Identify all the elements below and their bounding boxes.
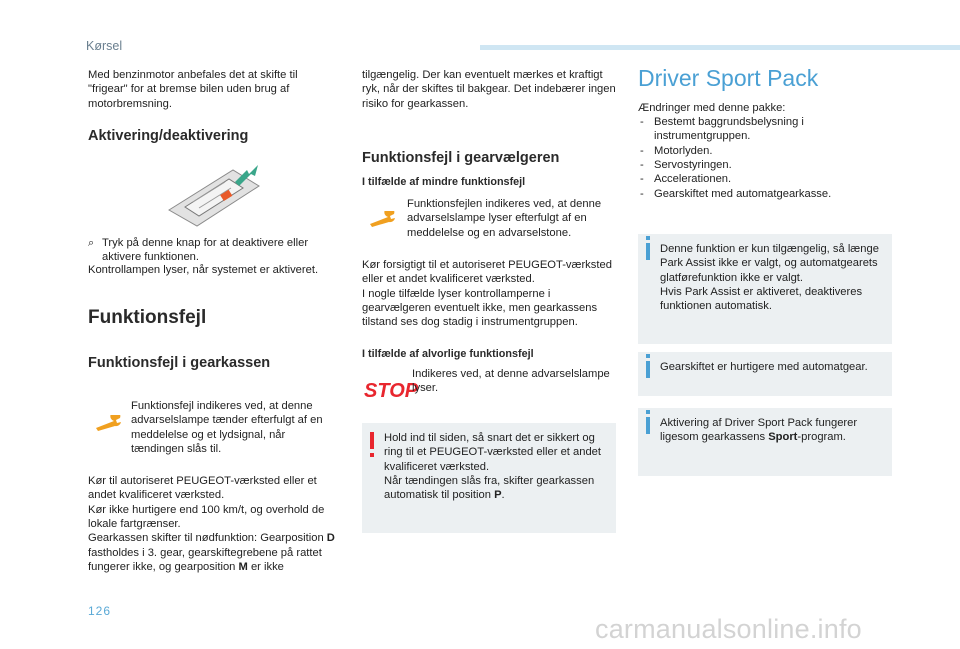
gear-position-d: D	[326, 532, 335, 545]
exclamation-icon	[370, 432, 374, 449]
driver-sport-pack-title: Driver Sport Pack	[638, 65, 819, 91]
wrench-warning-icon	[368, 211, 398, 227]
list-item: - Bestemt baggrundsbelysning i instrumentgruppen.	[638, 115, 868, 144]
minor-indication: Funktionsfejlen indikeres ved, at denne advarselslampe lyser efterfulgt af en meddelelse og en advarselstone.	[407, 198, 602, 239]
changes-intro: Ændringer med denne pakke:	[638, 102, 786, 114]
header-bar	[480, 45, 960, 50]
section-title: Kørsel	[86, 39, 123, 53]
info-box-3-text-a: Aktivering af Driver Sport Pack fungerer ligesom gearkassens	[660, 417, 858, 444]
changes-list	[638, 115, 868, 201]
warning-box-text-2a: Når tændingen slås fra, skifter gearkassen automatisk til position	[384, 474, 595, 502]
selector-heading: Funktionsfejl i gearvælgeren	[362, 150, 560, 166]
gearbox-indication: Funktionsfejl indikeres ved, at denne advarselslampe tænder efterfulgt af en meddelelse og et lydsignal, når tændingen slås til.	[131, 400, 323, 455]
list-item: - Motorlyden.	[638, 144, 868, 158]
warning-box	[362, 423, 616, 533]
gearbox-text-3b: fastholdes i 3. gear, gearskiftegrebene på rattet fungerer ikke, og gearposition	[88, 546, 322, 573]
info-icon	[646, 417, 650, 434]
info-box-park-assist	[638, 234, 892, 344]
gearbox-text-1: Kør til autoriseret PEUGEOT-værksted eller et andet kvalificeret værksted.	[88, 475, 317, 502]
info-box-gearshift	[638, 352, 892, 396]
activation-heading: Aktivering/deaktivering	[88, 128, 249, 144]
button-instruction	[88, 236, 338, 265]
gearbox-text-3a: Gearkassen skifter til nødfunktion: Gearposition	[88, 532, 324, 545]
malfunction-heading: Funktionsfejl	[88, 307, 207, 328]
gear-position-m: M	[238, 560, 248, 573]
minor-heading: I tilfælde af mindre funktionsfejl	[362, 176, 526, 188]
info-box-sport-program	[638, 408, 892, 476]
wrench-warning-icon	[94, 415, 124, 431]
button-instruction-text: Tryk på denne knap for at deaktivere eller aktivere funktionen.	[102, 237, 309, 264]
button-note: Kontrollampen lyser, når systemet er aktiveret.	[88, 264, 319, 276]
arrow-bullet-icon: ⌕	[88, 237, 95, 249]
intro-paragraph: Med benzinmotor anbefales det at skifte til "frigear" for at bremse bilen uden brug af motorbremsning.	[88, 69, 298, 110]
sport-program-label: Sport	[768, 431, 798, 444]
minor-text-1: Kør forsigtigt til et autoriseret PEUGEOT-værksted eller et andet kvalificeret værksted.	[362, 259, 612, 286]
gear-position-p: P	[494, 489, 502, 502]
info-box-3-text-b: -program.	[797, 431, 846, 444]
list-item: - Gearskiftet med automatgearkasse.	[638, 187, 868, 201]
info-icon	[646, 361, 650, 378]
gearbox-text-3c: er ikke	[250, 560, 284, 573]
page-number: 126	[88, 604, 112, 618]
info-box-2-text: Gearskiftet er hurtigere med automatgear.	[660, 361, 868, 373]
sport-button-illustration	[163, 160, 263, 230]
watermark: carmanualsonline.info	[595, 614, 862, 644]
warning-box-text-1: Hold ind til siden, så snart det er sikkert og ring til et PEUGEOT-værksted eller et andet kvalificeret værksted.	[384, 432, 601, 473]
info-box-1-text-b: Hvis Park Assist er aktiveret, deaktiveres funktionen automatisk.	[660, 285, 863, 313]
stop-warning-icon: STOP	[364, 380, 419, 402]
serious-indication: Indikeres ved, at denne advarselslampe lyser.	[412, 368, 610, 395]
info-box-1-text-a: Denne funktion er kun tilgængelig, så længe Park Assist ikke er valgt, og automatgearets glatførefunktion ikke er valgt.	[660, 243, 879, 284]
gearbox-text-2: Kør ikke hurtigere end 100 km/t, og overhold de lokale fartgrænser.	[88, 503, 325, 530]
gearbox-text	[88, 474, 338, 574]
serious-heading: I tilfælde af alvorlige funktionsfejl	[362, 348, 534, 360]
list-item: - Servostyringen.	[638, 158, 868, 172]
info-box-3-text	[660, 416, 884, 445]
continuation-paragraph: tilgængelig. Der kan eventuelt mærkes et kraftigt ryk, når der skiftes til bakgear. Det indebærer ingen risiko for gearkassen.	[362, 69, 616, 110]
list-item: - Accelerationen.	[638, 172, 868, 186]
warning-box-text-2b: .	[501, 489, 505, 502]
minor-text	[362, 258, 616, 330]
gearbox-text-3	[88, 531, 338, 574]
warning-box-text-2	[384, 474, 608, 503]
info-icon	[646, 243, 650, 260]
minor-text-2: I nogle tilfælde lyser kontrollamperne i gearvælgeren eventuelt ikke, men gearkassens tilstand ses dog stadig i instrumentgruppen.	[362, 287, 598, 329]
gearbox-heading: Funktionsfejl i gearkassen	[88, 355, 271, 371]
